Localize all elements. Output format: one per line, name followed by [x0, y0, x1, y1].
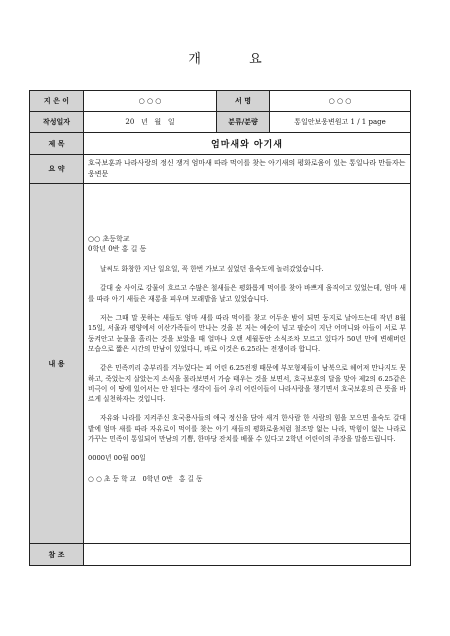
content-row — [30, 184, 411, 544]
paragraph: 같은 민족끼리 총부리를 겨누었다는 피 어린 6.25전쟁 때문에 부모형제들이 남북으로 헤어져 만나지도 못하고, 죽었는지 살았는지 소식을 몰라보면서 가슴 태우는 것을 보면서, 호국보훈의 달을 맞아 제2의 6.25같은 비극이 이 땅에 있어서는 안 된다는 생각이 들어 우리 어린이들이 나라사랑을 챙기면서 호국보훈의 큰 뜻을 바르게 실천하자는 것입니다. — [88, 364, 406, 404]
content-label: 내 용 — [30, 184, 84, 544]
summary-row — [30, 155, 411, 184]
author-value: ○ ○ ○ — [84, 91, 217, 112]
grade-name: 0학년 0반 홍 길 동 — [88, 245, 147, 254]
content-heading — [88, 234, 406, 254]
summary-label: 요 약 — [30, 155, 84, 184]
content-body — [84, 184, 411, 544]
author-row — [30, 91, 411, 112]
content-signature: ○ ○ 초 등 학 교 0학년 0반 홍 길 동 — [88, 474, 203, 483]
author-label: 지 은 이 — [30, 91, 84, 112]
signature-label: 서 명 — [217, 91, 270, 112]
school-name: ○○ 초등학교 — [88, 235, 130, 244]
paragraph: 저는 그때 말 못하는 새들도 엄마 새를 따라 먹이를 찾고 어두운 밤이 되면 둥지로 날아드는데 작년 8월 15일, 서울과 평양에서 이산가족들이 만나는 것을 본 저는 예순이 넘고 팔순이 지난 어머니와 아들이 서로 부둥켜안고 눈물을 흘리는 것을 보았을 때 얼마나 오랜 세월동안 소식조차 모르고 있다가 50년 만에 변해버린 모습으로 짧은 시간의 만남이 있었다니, 바로 이것은 6.25라는 전쟁이라 합니다. — [88, 314, 406, 353]
category-label: 분류/분량 — [217, 112, 270, 133]
signature-value: ○ ○ ○ — [270, 91, 411, 112]
paragraph: 갈대 숲 사이로 강물이 흐르고 수많은 철새들은 평화롭게 먹이를 찾아 바쁘게 움직이고 있었는데, 엄마 새를 따라 아기 새들은 재롱을 피우며 모래밭을 날고 있었습니다. — [88, 284, 406, 303]
summary-text: 호국보훈과 나라사랑의 정신 쟁겨 엄마새 따라 먹이를 찾는 아기새의 평화로움이 있는 통일나라 만들자는 웅변문 — [84, 155, 411, 184]
reference-label: 참 조 — [30, 544, 84, 566]
date-row — [30, 112, 411, 133]
title-row — [30, 133, 411, 155]
date-value: 20 년 월 일 — [84, 112, 217, 133]
paragraph: 날씨도 화창한 지난 일요일, 꼭 한번 가보고 싶었던 을숙도에 놀러갔었습니다. — [100, 265, 324, 274]
overview-form — [29, 90, 411, 566]
title-label: 제 목 — [30, 133, 84, 155]
reference-value — [84, 544, 411, 566]
reference-row — [30, 544, 411, 566]
category-value: 통일안보웅변원고 1 / 1 page — [270, 112, 411, 133]
content-date: 0000년 00월 00일 — [88, 454, 146, 463]
title-value: 엄마새와 아기새 — [84, 133, 411, 155]
date-label: 작성일자 — [30, 112, 84, 133]
paragraph: 자유와 나라를 지켜주신 호국용사들의 애국 정신을 담아 새겨 한사람 한 사람의 힘을 모으면 을숙도 갈대밭에 엄마 새를 따라 자유로이 먹이를 찾는 아기 새들의 평화로움처럼 철조망 없는 나라, 막힘이 없는 나라로 가꾸는 민족이 통일되어 만남의 기쁨, 한마당 잔치를 베풀 수 있다고 2학년 어린이의 주장을 말씀드립니다. — [88, 414, 406, 443]
page-title: 개 요 — [188, 52, 284, 67]
